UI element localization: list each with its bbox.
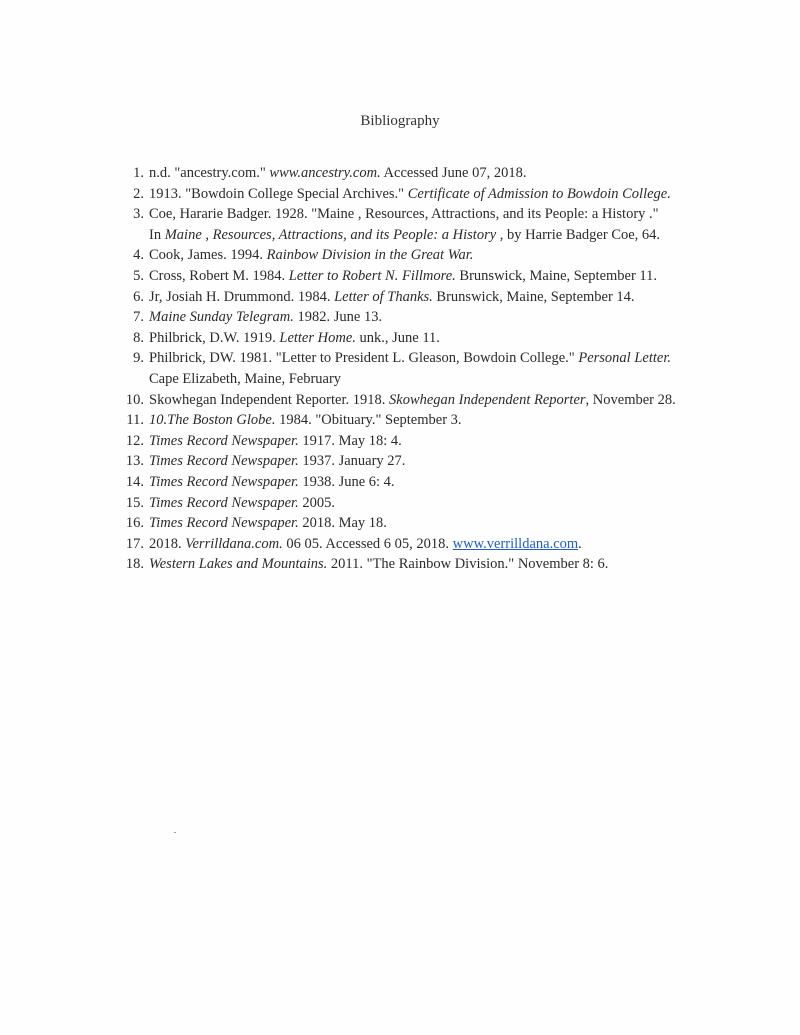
list-item: 3. Coe, Hararie Badger. 1928. "Maine , Resources, Attractions, and its People: a History ." In Maine , Resources, Attractions, and its People: a History , by Harrie Badger Coe, 64. — [133, 206, 661, 243]
scan-speck — [174, 832, 176, 833]
list-item: 2. 1913. "Bowdoin College Special Archives." Certificate of Admission to Bowdoin College. — [133, 185, 671, 202]
list-item: 7. Maine Sunday Telegram. 1982. June 13. — [133, 309, 383, 326]
bibliography-list — [122, 163, 722, 575]
list-item: 8. Philbrick, D.W. 1919. Letter Home. unk., June 11. — [133, 329, 440, 346]
list-item: 12. Times Record Newspaper. 1917. May 18: 4. — [125, 432, 402, 449]
list-item: 9. Philbrick, DW. 1981. "Letter to President L. Gleason, Bowdoin College." Personal Letter. Cape Elizabeth, Maine, February — [133, 350, 671, 387]
list-item: 17. 2018. Verrilldana.com. 06 05. Accessed 6 05, 2018. www.verrilldana.com. — [125, 535, 582, 552]
list-item: 10. Skowhegan Independent Reporter. 1918. Skowhegan Independent Reporter, November 28. — [125, 391, 676, 408]
list-item: 15. Times Record Newspaper. 2005. — [125, 494, 335, 511]
list-item: 14. Times Record Newspaper. 1938. June 6: 4. — [125, 473, 395, 490]
verrilldana-link[interactable]: www.verrilldana.com — [452, 535, 579, 552]
list-item: 18. Western Lakes and Mountains. 2011. "The Rainbow Division." November 8: 6. — [125, 556, 609, 573]
list-item: 4. Cook, James. 1994. Rainbow Division in the Great War. — [133, 247, 474, 264]
list-item: 11. 10.The Boston Globe. 1984. "Obituary." September 3. — [126, 412, 462, 429]
list-item: 1. n.d. "ancestry.com." www.ancestry.com. Accessed June 07, 2018. — [133, 165, 527, 181]
list-item: 5. Cross, Robert M. 1984. Letter to Robert N. Fillmore. Brunswick, Maine, September 11. — [133, 267, 658, 284]
list-item: 16. Times Record Newspaper. 2018. May 18. — [125, 515, 387, 532]
list-item: 6. Jr, Josiah H. Drummond. 1984. Letter of Thanks. Brunswick, Maine, September 14. — [133, 288, 635, 305]
list-item: 13. Times Record Newspaper. 1937. January 27. — [125, 453, 406, 470]
page-title: Bibliography — [360, 113, 440, 129]
